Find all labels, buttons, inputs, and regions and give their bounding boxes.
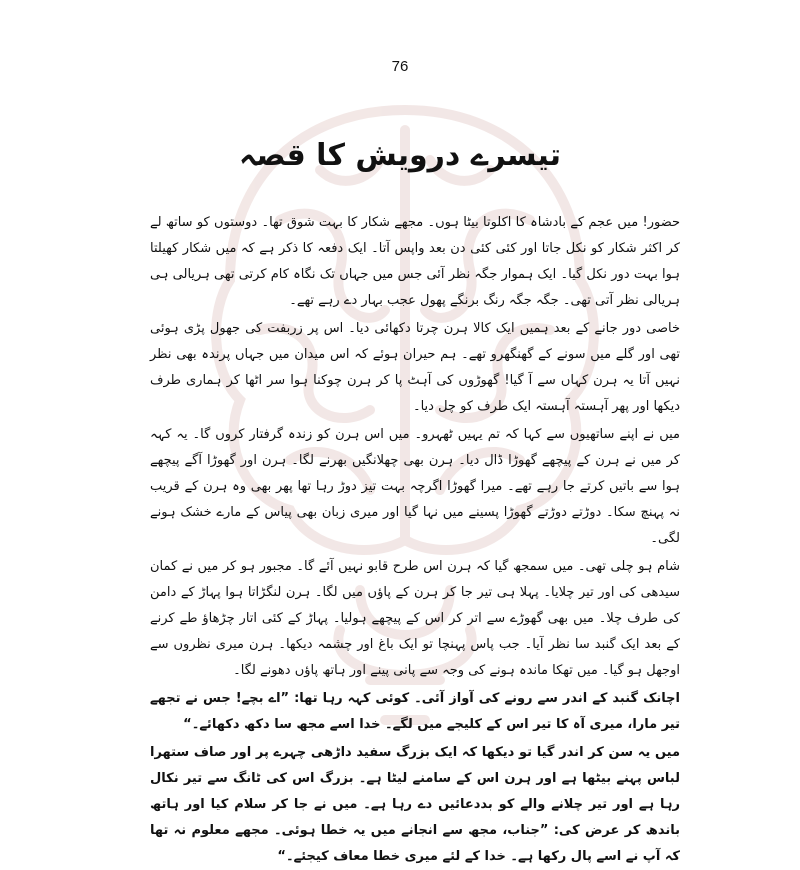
paragraph: شام ہو چلی تھی۔ میں سمجھ گیا کہ ہرن اس طرح قابو نہیں آئے گا۔ مجبور ہو کر میں نے کمان سیدھی کی اور تیر چلایا۔ پہلا ہی تیر جا کر ہرن کے پاؤں میں لگا۔ ہرن لنگڑاتا ہوا پہاڑ کے دامن کی طرف چلا۔ میں بھی گھوڑے سے اتر کر اس کے پیچھے ہولیا۔ پہاڑ کے کئی اتار چڑھاؤ طے کرنے کے بعد ایک گنبد سا نظر آیا۔ جب پاس پہنچا تو ایک باغ اور چشمہ دیکھا۔ ہرن میری نظروں سے اوجھل ہو گیا۔ میں تھکا ماندہ ہونے کی وجہ سے پانی پینے اور ہاتھ پاؤں دھونے لگا۔ (150, 559, 680, 678)
paragraph: خاصی دور جانے کے بعد ہمیں ایک کالا ہرن چرتا دکھائی دیا۔ اس پر زربفت کی جھول پڑی ہوئی تھی اور گلے میں سونے کے گھنگھرو تھے۔ ہم حیران ہوئے کہ اس میدان میں جہاں پرندہ بھی نظر نہیں آتا یہ ہرن کہاں سے آ گیا! گھوڑوں کی آہٹ پا کر ہرن چوکنا ہوا سر اٹھا کر ہماری طرف دیکھا اور پھر آہستہ آہستہ ایک طرف کو چل دیا۔ (150, 321, 680, 414)
story-text (150, 210, 680, 864)
paragraph: حضور! میں عجم کے بادشاہ کا اکلوتا بیٹا ہوں۔ مجھے شکار کا بہت شوق تھا۔ دوستوں کو ساتھ لے کر اکثر شکار کو نکل جاتا اور کئی کئی دن بعد واپس آتا۔ ایک دفعہ کا ذکر ہے کہ میں شکار کھیلتا ہوا بہت دور نکل گیا۔ ایک ہموار جگہ نظر آئی جس میں جہاں تک نگاہ کام کرتی تھی ہریالی ہی ہریالی نظر آتی تھی۔ جگہ جگہ رنگ برنگے پھول عجب بہار دے رہے تھے۔ (150, 215, 680, 308)
paragraph: اچانک گنبد کے اندر سے رونے کی آواز آئی۔ کوئی کہہ رہا تھا: ”اے بچے! جس نے تجھے تیر مارا، میری آہ کا تیر اس کے کلیجے میں لگے۔ خدا اسے مجھ سا دکھ دکھائے۔“ (150, 691, 680, 732)
chapter-title: تیسرے درویش کا قصہ (238, 138, 562, 173)
paragraph: میں نے اپنے ساتھیوں سے کہا کہ تم یہیں ٹھہرو۔ میں اس ہرن کو زندہ گرفتار کروں گا۔ یہ کہہ کر میں نے ہرن کے پیچھے گھوڑا ڈال دیا۔ ہرن بھی چھلانگیں بھرنے لگا۔ ہرن اور گھوڑا آگے پیچھے ہوا سے باتیں کرتے جا رہے تھے۔ میرا گھوڑا اگرچہ بہت تیز دوڑ رہا تھا پھر بھی وہ ہرن کے قریب نہ پہنچ سکا۔ دوڑتے دوڑتے گھوڑا پسینے میں نہا گیا اور میری زبان بھی پیاس کے مارے خشک ہونے لگی۔ (150, 427, 680, 546)
paragraph: میں یہ سن کر اندر گیا تو دیکھا کہ ایک بزرگ سفید داڑھی چہرے پر اور صاف ستھرا لباس پہنے بیٹھا ہے اور ہرن اس کے سامنے لیٹا ہے۔ بزرگ اس کی ٹانگ سے تیر نکال رہا ہے اور تیر چلانے والے کو بددعائیں دے رہا ہے۔ میں نے جا کر سلام کیا اور ہاتھ باندھ کر عرض کی: ”جناب، مجھ سے انجانے میں یہ خطا ہوئی۔ مجھے معلوم نہ تھا کہ آپ نے اسے پال رکھا ہے۔ خدا کے لئے میری خطا معاف کیجئے۔“ (150, 745, 680, 864)
page-number: 76 (391, 58, 409, 75)
